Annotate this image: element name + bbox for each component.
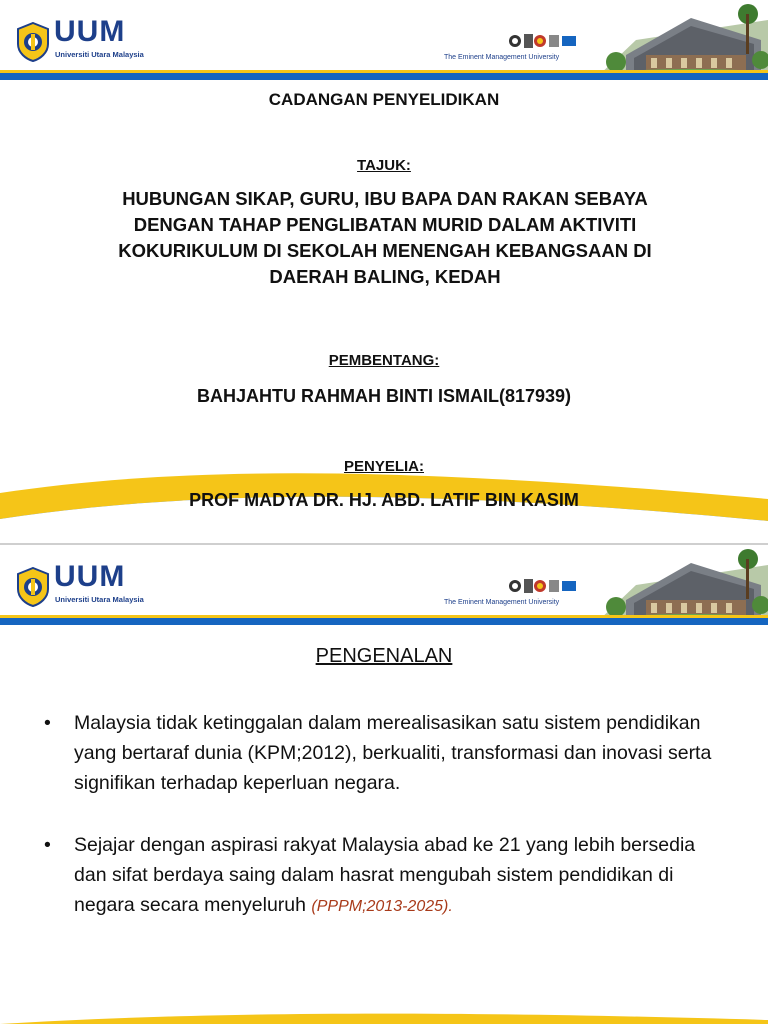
uum-seal-icon: [16, 567, 50, 607]
author-name: BAHJAHTU RAHMAH BINTI ISMAIL(817939): [196, 386, 572, 406]
partner-logos-icon: [508, 575, 578, 597]
supervisor-name: PROF MADYA DR. HJ. ABD. LATIF BIN KASIM: [189, 490, 579, 510]
penyelia-label: PENYELIA:: [343, 458, 424, 475]
list-item: [40, 830, 720, 922]
bullet-icon: •: [44, 712, 51, 734]
list-item: [40, 708, 720, 798]
slide-heading: PENGENALAN: [315, 645, 453, 667]
campus-building-image: [596, 0, 768, 78]
bullet-icon: •: [44, 834, 51, 856]
tagline: The Eminent Management University: [444, 54, 560, 61]
logo-subtitle: Universiti Utara Malaysia: [55, 595, 144, 604]
slide-header: [0, 0, 768, 78]
pembentang-label: PEMBENTANG:: [328, 352, 440, 369]
slide-header: [0, 545, 768, 623]
research-title-line: HUBUNGAN SIKAP, GURU, IBU BAPA DAN RAKAN SEBAYA: [122, 188, 648, 209]
header-blue-band: [0, 70, 768, 80]
tajuk-label: TAJUK:: [357, 157, 411, 174]
slide-heading: CADANGAN PENYELIDIKAN: [268, 90, 500, 109]
header-blue-band: [0, 615, 768, 625]
bullet-text: Malaysia tidak ketinggalan dalam merealisasikan satu sistem pendidikan yang bertaraf dunia (KPM;2012), berkualiti, transformasi dan inovasi serta signifikan terhadap keperluan negara.: [74, 712, 712, 794]
research-title-line: DAERAH BALING, KEDAH: [269, 266, 501, 287]
campus-building-image: [596, 545, 768, 623]
logo-wordmark: UUM: [54, 560, 126, 593]
research-title: [60, 186, 710, 290]
bullet-text: Sejajar dengan aspirasi rakyat Malaysia abad ke 21 yang lebih bersedia dan sifat berdaya saing dalam hasrat mengubah sistem pendidikan di negara secara menyeluruh: [74, 834, 696, 916]
citation: (PPPM;2013-2025).: [311, 898, 453, 915]
yellow-swoosh: [0, 1010, 768, 1024]
slide-introduction: [0, 545, 768, 1024]
research-title-line: DENGAN TAHAP PENGLIBATAN MURID DALAM AKTIVITI: [133, 214, 637, 235]
logo-wordmark: UUM: [54, 15, 126, 48]
tagline: The Eminent Management University: [444, 599, 560, 606]
partner-logos-icon: [508, 30, 578, 52]
bullet-list: [40, 708, 720, 954]
logo-subtitle: Universiti Utara Malaysia: [55, 50, 144, 59]
uum-seal-icon: [16, 22, 50, 62]
research-title-line: KOKURIKULUM DI SEKOLAH MENENGAH KEBANGSAAN DI: [118, 240, 652, 261]
